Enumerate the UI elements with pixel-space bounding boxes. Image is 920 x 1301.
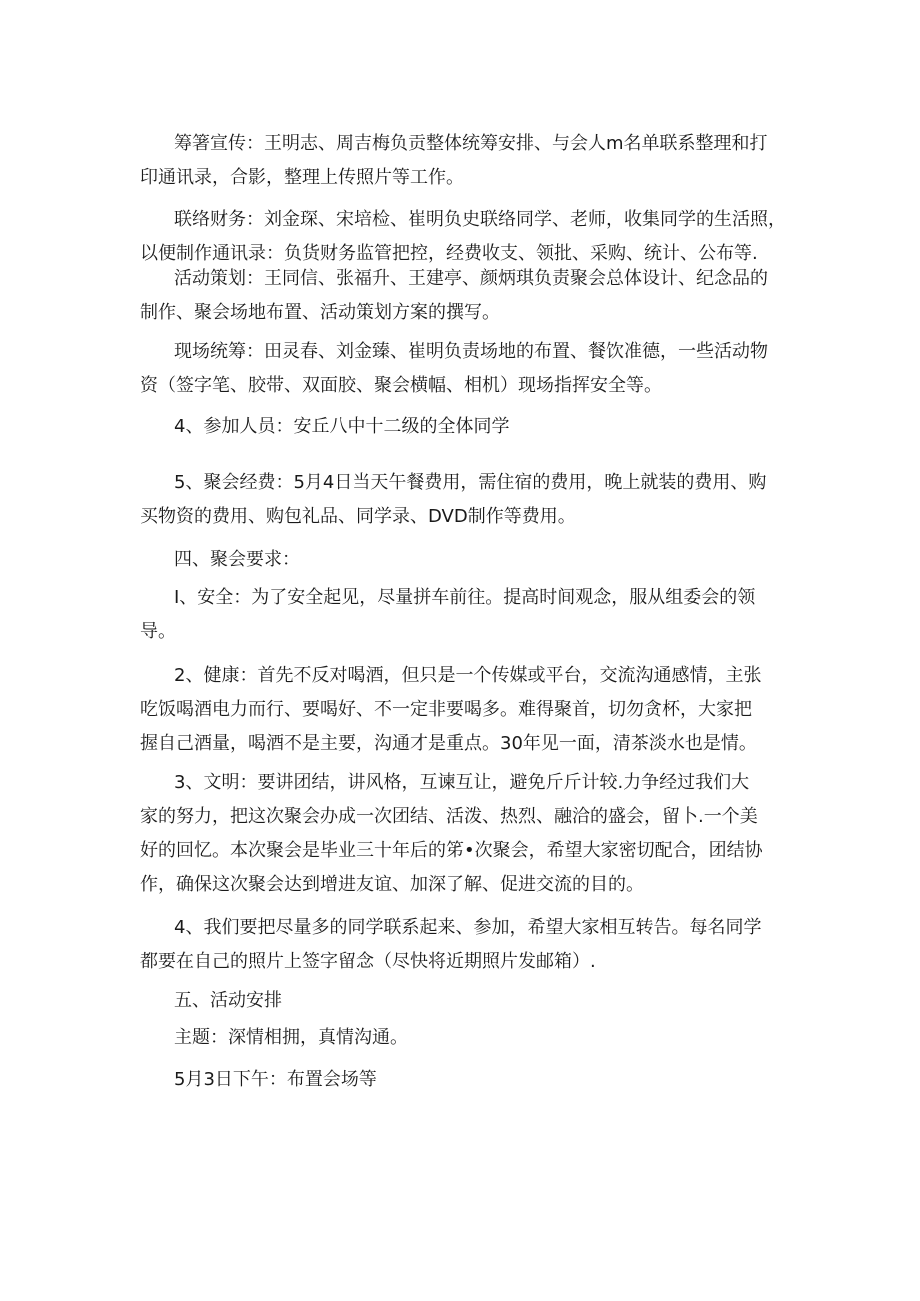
text-line: 买物资的费用、购包礼品、同学录、DVD制作等费用。 (140, 506, 576, 527)
text-line: 2、健康：首先不反对喝酒，但只是一个传媒或平台，交流沟通感情，主张 (174, 665, 762, 686)
text-line: 主题：深情相拥，真情沟通。 (174, 1027, 408, 1048)
text-line: 4、我们要把尽量多的同学联系起来、参加，希望大家相互转告。每名同学 (174, 917, 762, 938)
paragraph-health (140, 659, 780, 761)
text-line: I、安全：为了安全起见，尽量拼车前往。提高时间观念，服从组委会的领 (174, 587, 756, 608)
text-line: 家的努力，把这次聚会办成一次团结、活泼、热烈、融洽的盛会，留卜.一个美 (140, 806, 758, 827)
text-line: 都要在自己的照片上签字留念（尽快将近期照片发邮箱）. (140, 951, 596, 972)
text-line: 握自己酒量，喝酒不是主要，沟通才是重点。30年见一面，清茶淡水也是情。 (140, 733, 757, 754)
paragraph-liaison-finance (140, 203, 786, 271)
text-line: 制作、聚会场地布置、活动策划方案的撰写。 (140, 302, 500, 323)
paragraph-publicity (140, 127, 780, 195)
paragraph-schedule-may3 (140, 1063, 780, 1097)
text-line: 联络财务：刘金琛、宋培检、崔明负史联络同学、老师，收集同学的生活照， (174, 209, 786, 230)
paragraph-expenses (140, 466, 780, 534)
text-line: 吃饭喝酒电力而行、要喝好、不一定非要喝多。难得聚首，切勿贪杯，大家把 (140, 699, 752, 720)
text-line: 资（签字笔、胶带、双面胶、聚会横幅、相机）现场指挥安全等。 (140, 375, 662, 396)
text-line: 4、参加人员：安丘八中十二级的全体同学 (174, 416, 510, 437)
paragraph-onsite-coordination (140, 335, 780, 403)
text-line: 现场统筹：田灵春、刘金臻、崔明负责场地的布置、餐饮准德，一些活动物 (174, 341, 768, 362)
section-heading-requirements (140, 543, 780, 577)
section-heading-schedule (140, 984, 780, 1018)
paragraph-civility (140, 766, 780, 902)
text-line: 5月3日下午：布置会场等 (174, 1069, 377, 1090)
text-line: 好的回忆。本次聚会是毕业三十年后的笫•次聚会，希望大家密切配合，团结协 (140, 840, 763, 861)
paragraph-theme (140, 1021, 780, 1055)
text-line: 3、文明：要讲团结，讲风格，互谏互让，避免斤斤计较.力争经过我们大 (174, 772, 750, 793)
paragraph-event-planning (140, 262, 780, 330)
text-line: 五、活动安排 (174, 990, 282, 1011)
text-line: 四、聚会要求： (174, 549, 300, 570)
paragraph-participants (140, 410, 780, 444)
text-line: 作，确保这次聚会达到增进友谊、加深了解、促进交流的目的。 (140, 874, 644, 895)
text-line: 以便制作通讯录：负货财务监管把控，经费收支、领批、采购、统计、公布等. (140, 243, 758, 264)
text-line: 导。 (140, 621, 176, 642)
paragraph-contact (140, 911, 780, 979)
paragraph-safety (140, 581, 780, 649)
text-line: 印通讯录，合影，整理上传照片等工作。 (140, 167, 464, 188)
text-line: 5、聚会经费：5月4日当天午餐费用，需住宿的费用，晚上就装的费用、购 (174, 472, 767, 493)
text-line: 筹箸宣传：王明志、周吉梅负贡整体统筹安排、与会人m名单联系整理和打 (174, 133, 768, 154)
text-line: 活动策划：王同信、张福升、王建亭、颜炳琪负责聚会总体设计、纪念品的 (174, 268, 768, 289)
